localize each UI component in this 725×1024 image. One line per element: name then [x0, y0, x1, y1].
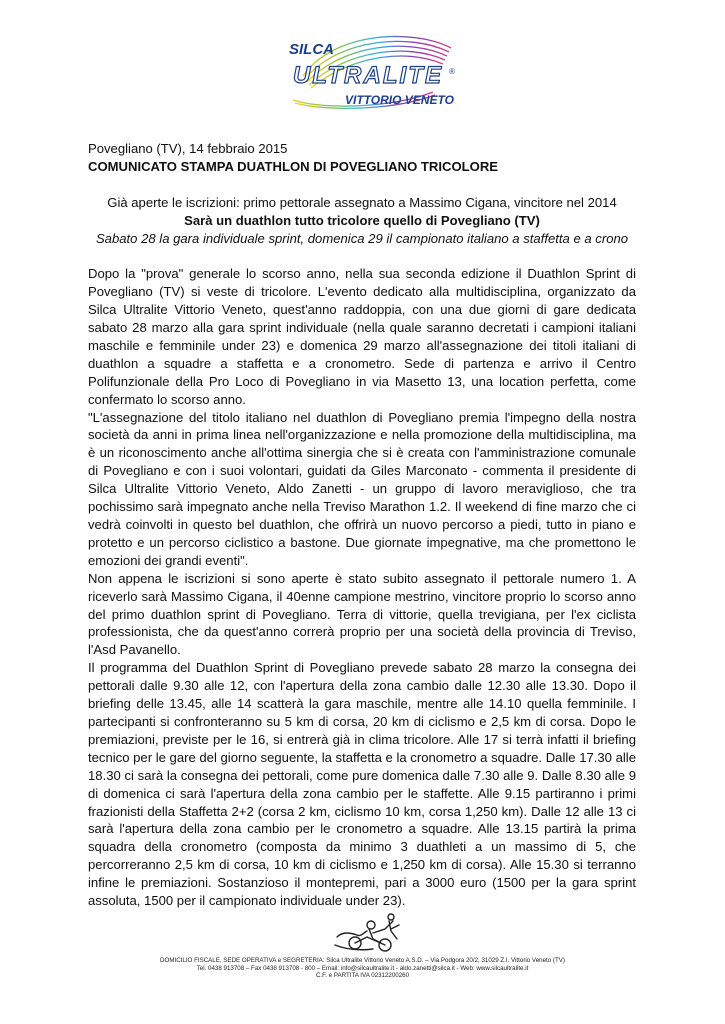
footer	[80, 957, 645, 980]
svg-text:®: ®	[449, 67, 455, 76]
footer-vat: C.F. e PARTITA IVA 02312200260	[315, 972, 410, 980]
footer-address: DOMICILIO FISCALE, SEDE OPERATIVA e SEGRETERIA: Silca Ultralite Vittorio Veneto A.S.D. – Via Podgora 20/2, 31029 Z.I. Vittorio Veneto (TV)	[160, 957, 565, 964]
paragraph-program: Il programma del Duathlon Sprint di Povegliano prevede sabato 28 marzo la consegna dei pettorali dalle 9.30 alle 12, con l'apertura della zona cambio dalle 12.30 alle 13.30. Dopo il briefing delle 13.45, alle 14 scatterà la gara maschile, mentre alle 14.10 quella femminile. I partecipanti si confronteranno su 5 km di corsa, 20 km di ciclismo e 2,5 km di corsa. Dopo le premiazioni, previste per le 16, si entrerà già in clima tricolore. Alle 17 si terrà infatti il briefing tecnico per le gare del giorno seguente, la staffetta e la cronometro a squadre. Dalle 17.30 alle 18.30 ci sarà la consegna dei pettorali, come pure domenica dalle 7.30 alle 9. Dalle 8.30 alle 9 di domenica ci sarà l'apertura della zona cambio per le staffette. Alle 9.15 partiranno i primi frazionisti della Staffetta 2+2 (corsa 2 km, ciclismo 10 km, corsa 1,250 km). Dalle 12 alle 13 ci sarà l'apertura della zona cambio per le cronometro a squadre. Alle 13.15 partirà la prima squadra della cronometro (composta da minimo 3 duathleti a un massimo di 5, che percorreranno 2,5 km di corsa, 10 km di ciclismo e 1,250 km di corsa). Alle 15.30 si terranno infine le premiazioni. Sostanzioso il montepremi, pari a 3000 euro (1500 per la gara sprint assoluta, 1500 per il campionato individuale under 23).	[88, 660, 636, 909]
lead-summary: Sabato 28 la gara individuale sprint, domenica 29 il campionato italiano a staffetta e a crono	[95, 230, 629, 246]
spacer	[88, 247, 636, 265]
place-date: Povegliano (TV), 14 febbraio 2015	[88, 141, 288, 156]
press-release	[88, 140, 636, 910]
svg-text:VITTORIO VENETO: VITTORIO VENETO	[345, 93, 454, 107]
silca-ultralite-logo	[283, 30, 468, 112]
body-text	[88, 265, 636, 910]
logo-graphic	[283, 30, 468, 112]
emblem-graphic	[333, 911, 407, 953]
athlete-emblem-icon	[333, 911, 407, 953]
svg-text:ULTRALITE: ULTRALITE	[293, 62, 441, 89]
paragraph-intro: Dopo la "prova" generale lo scorso anno, nella sua seconda edizione il Duathlon Sprint di Povegliano (TV) si veste di tricolore. L'evento dedicato alla multidisciplina, organizzato da Silca Ultralite Vittorio Veneto, quest'anno raddoppia, con una due giorni di gare dedicata sabato 28 marzo alla gara sprint individuale (nella quale saranno decretati i campioni italiani maschile e femminile under 23) e domenica 29 marzo all'assegnazione dei titoli italiani di duathlon a squadre a staffetta e a cronometro. Sede di partenza e arrivo il Centro Polifunzionale della Pro Loco di Povegliano in via Masetto 13, una location perfetta, come confermato lo scorso anno.	[88, 266, 636, 407]
paragraph-bib: Non appena le iscrizioni si sono aperte è stato subito assegnato il pettorale numero 1. A riceverlo sarà Massimo Cigana, il 40enne campione mestrino, vincitore proprio lo scorso anno del primo duathlon sprint di Povegliano. Terra di vittorie, quella trevigiana, per l'ex ciclista professionista, che da quest'anno correrà proprio per una società della provincia di Treviso, l'Asd Pavanello.	[88, 570, 636, 658]
paragraph-quote: "L'assegnazione del titolo italiano nel duathlon di Povegliano premia l'impegno della nostra società da anni in prima linea nell'organizzazione e nella promozione della multidisciplina, ma è un riconoscimento anche all'ottima sinergia che si è creata con l'amministrazione comunale di Povegliano e con i suoi volontari, guidati da Giles Marconato - commenta il presidente di Silca Ultralite Vittorio Veneto, Aldo Zanetti - un gruppo di lavoro meraviglioso, che tra pochissimo sarà impegnato anche nella Treviso Marathon 1.2. Il weekend di fine marzo che ci vedrà coinvolti in questo bel duathlon, che offrirà un nuovo percorso a piedi, tutto in piano e protetto e un percorso ciclistico a bastone. Due giornate impegnative, ma che promettono le emozioni dei grandi eventi".	[88, 409, 636, 568]
spacer	[88, 176, 636, 194]
lead-subtitle: Già aperte le iscrizioni: primo pettorale assegnato a Massimo Cigana, vincitore nel 2014	[107, 194, 617, 210]
lead-headline: Sarà un duathlon tutto tricolore quello di Povegliano (TV)	[184, 212, 540, 228]
footer-contacts: Tel. 0438 913708 – Fax 0438 913708 - 800 – Email: info@silcaultralite.it - aldo.zanetti@silca.it - Web: www.silcaultralite.it	[196, 964, 529, 972]
page-title: COMUNICATO STAMPA DUATHLON DI POVEGLIANO TRICOLORE	[88, 158, 499, 174]
svg-text:SILCA: SILCA	[289, 41, 334, 58]
